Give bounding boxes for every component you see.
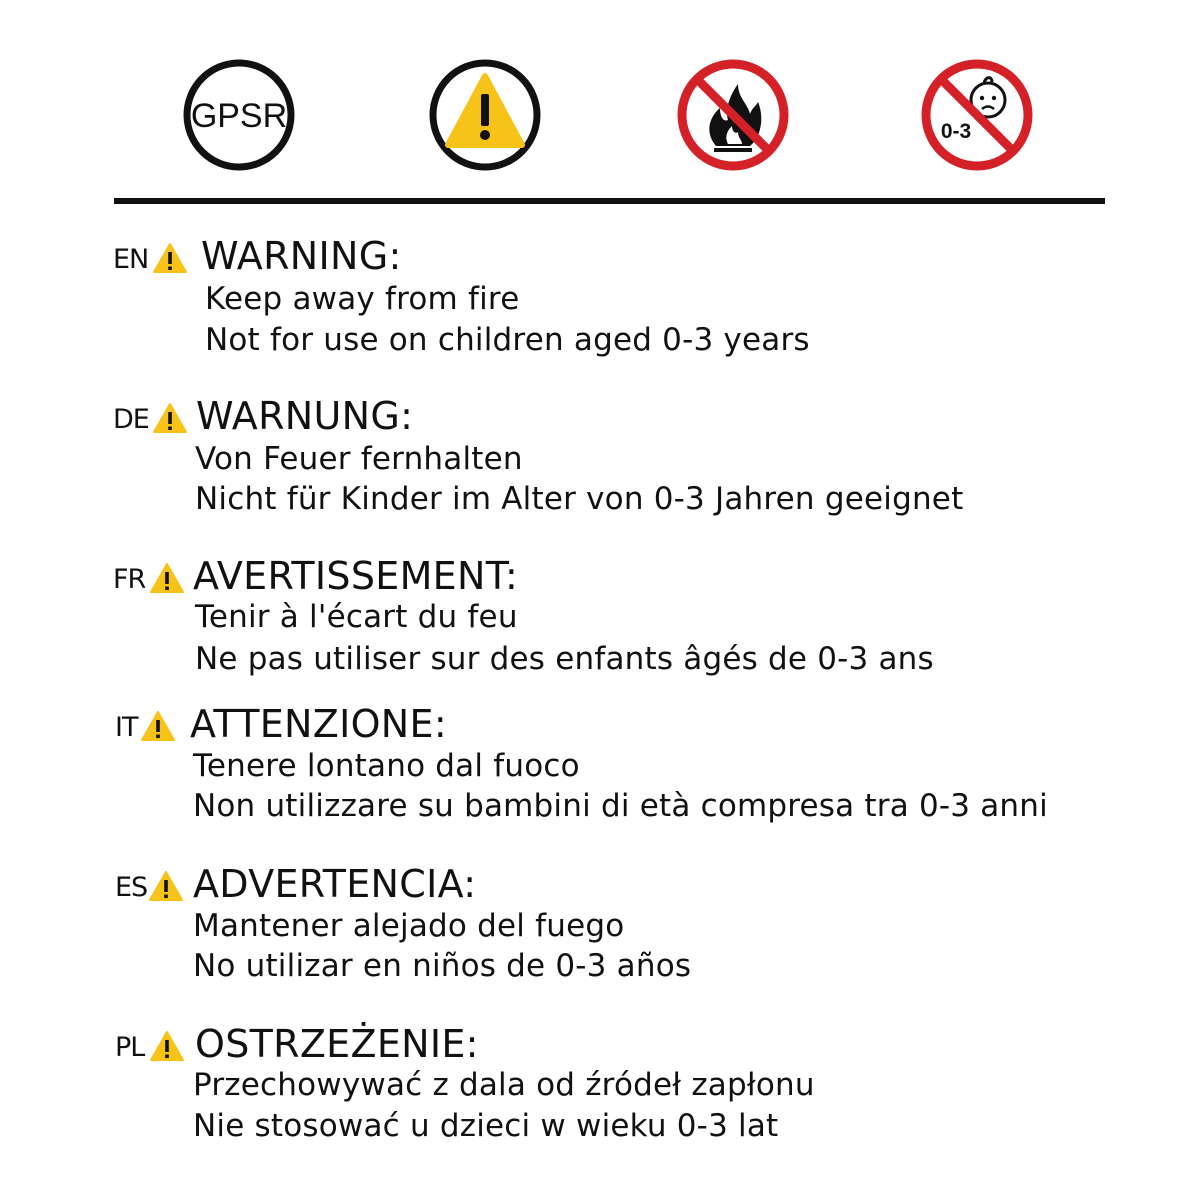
section-line: Von Feuer fernhalten	[195, 441, 523, 477]
gpsr-icon-text: GPSR	[190, 97, 288, 135]
language-code: DE	[113, 404, 149, 435]
child-age-text: 0-3	[940, 120, 972, 143]
section-line: Nicht für Kinder im Alter von 0-3 Jahren geeignet	[195, 481, 964, 517]
section-line: Ne pas utiliser sur des enfants âgés de 0-3 ans	[195, 641, 934, 677]
warning-section-it	[0, 702, 1200, 852]
section-line: No utilizar en niños de 0-3 años	[193, 948, 692, 984]
warning-section-de	[0, 394, 1200, 544]
section-heading: AVERTISSEMENT:	[193, 554, 519, 598]
section-line: Mantener alejado del fuego	[193, 908, 625, 944]
language-code: FR	[113, 564, 146, 595]
caution-icon	[152, 402, 188, 434]
section-heading: OSTRZEŻENIE:	[195, 1022, 479, 1066]
caution-icon	[152, 242, 188, 274]
warning-section-fr	[0, 554, 1200, 704]
language-code: PL	[115, 1032, 145, 1063]
section-heading: ATTENZIONE:	[190, 702, 447, 746]
section-line: Nie stosować u dzieci w wieku 0-3 lat	[193, 1108, 779, 1144]
section-line: Keep away from fire	[205, 281, 520, 317]
section-heading: WARNING:	[201, 234, 402, 278]
section-heading: ADVERTENCIA:	[193, 862, 477, 906]
section-line: Not for use on children aged 0-3 years	[205, 322, 810, 358]
section-line: Przechowywać z dala od źródeł zapłonu	[193, 1067, 815, 1103]
warning-section-pl	[0, 1022, 1200, 1172]
warning-icon	[428, 58, 542, 172]
caution-icon	[149, 562, 185, 594]
caution-icon	[148, 870, 184, 902]
warning-section-en	[0, 234, 1200, 384]
caution-icon	[149, 1030, 185, 1062]
section-line: Tenir à l'écart du feu	[195, 599, 518, 635]
warning-section-es	[0, 862, 1200, 1012]
no-children-0-3-icon	[920, 58, 1034, 172]
no-fire-icon	[676, 58, 790, 172]
divider-line	[114, 198, 1105, 204]
language-code: IT	[115, 712, 138, 743]
section-line: Non utilizzare su bambini di età compresa tra 0-3 anni	[193, 788, 1048, 824]
language-code: EN	[113, 244, 149, 275]
language-code: ES	[115, 872, 148, 903]
section-heading: WARNUNG:	[196, 394, 414, 438]
gpsr-icon	[182, 58, 296, 172]
caution-icon	[140, 710, 176, 742]
section-line: Tenere lontano dal fuoco	[193, 748, 580, 784]
